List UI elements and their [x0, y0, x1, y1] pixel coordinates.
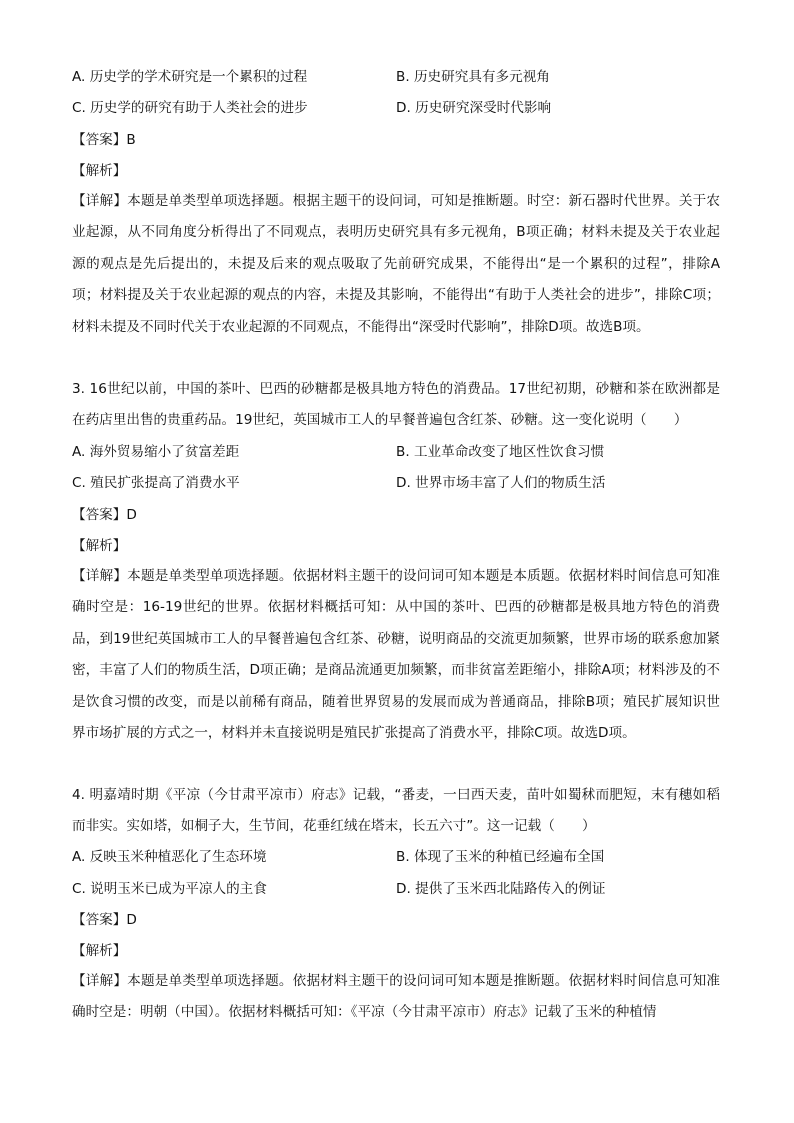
- question-4-answer: 【答案】D: [72, 912, 137, 928]
- question-3-stem: 3. 16世纪以前，中国的茶叶、巴西的砂糖都是极具地方特色的消费品。17世纪初期，砂糖和茶在欧洲都是在药店里出售的贵重药品。19世纪，英国城市工人的早餐普遍包含红茶、砂糖。这一变化说明（ ）: [72, 381, 720, 429]
- question-3-detail: 【详解】本题是单类型单项选择题。依据材料主题干的设问词可知本题是本质题。依据材料时间信息可知准确时空是：16-19世纪的世界。依据材料概括可知：从中国的茶叶、巴西的砂糖都是极具地方特色的消费品，到19世纪英国城市工人的早餐普遍包含红茶、砂糖，说明商品的交流更加频繁，世界市场的联系愈加紧密，丰富了人们的物质生活，D项正确；是商品流通更加频繁，而非贫富差距缩小，排除A项；材料涉及的不是饮食习惯的改变，而是以前稀有商品，随着世界贸易的发展而成为普通商品，排除B项；殖民扩展知识世界市场扩展的方式之一，材料并未直接说明是殖民扩张提高了消费水平，排除C项。故选D项。: [72, 568, 720, 742]
- question-4-option-d: D. 提供了玉米西北陆路传入的例证: [396, 881, 606, 897]
- question-3-option-d: D. 世界市场丰富了人们的物质生活: [396, 475, 606, 491]
- question-4-option-c: C. 说明玉米已成为平凉人的主食: [72, 881, 267, 897]
- question-4-analysis-label: 【解析】: [72, 943, 127, 959]
- detail-paragraph: 【详解】本题是单类型单项选择题。根据主题干的设问词，可知是推断题。时空：新石器时代世界。关于农业起源，从不同角度分析得出了不同观点，表明历史研究具有多元视角，B项正确；材料未提及关于农业起源的观点是先后提出的，未提及后来的观点吸取了先前研究成果，不能得出“是一个累积的过程”，排除A项；材料提及关于农业起源的观点的内容，未提及其影响，不能得出“有助于人类社会的进步”，排除C项；材料未提及不同时代关于农业起源的不同观点，不能得出“深受时代影响”，排除D项。故选B项。: [72, 193, 720, 335]
- option-b: B. 历史研究具有多元视角: [396, 69, 550, 85]
- question-4-option-a: A. 反映玉米种植恶化了生态环境: [72, 849, 267, 865]
- option-a: A. 历史学的学术研究是一个累积的过程: [72, 69, 308, 85]
- question-3-analysis-label: 【解析】: [72, 538, 127, 554]
- option-d: D. 历史研究深受时代影响: [396, 100, 552, 116]
- question-3-option-a: A. 海外贸易缩小了贫富差距: [72, 444, 240, 460]
- answer: 【答案】B: [72, 132, 136, 148]
- question-4-option-b: B. 体现了玉米的种植已经遍布全国: [396, 849, 605, 865]
- question-4-stem: 4. 明嘉靖时期《平凉（今甘肃平凉市）府志》记载，“番麦，一曰西天麦，苗叶如蜀秫而肥短，末有穗如稻而非实。实如塔，如桐子大，生节间，花垂红绒在塔末，长五六寸”。这一记载（ ）: [72, 787, 720, 835]
- question-3-option-b: B. 工业革命改变了地区性饮食习惯: [396, 444, 605, 460]
- analysis-label: 【解析】: [72, 163, 127, 179]
- question-3-option-c: C. 殖民扩张提高了消费水平: [72, 475, 240, 491]
- option-c: C. 历史学的研究有助于人类社会的进步: [72, 100, 308, 116]
- question-4-detail: 【详解】本题是单类型单项选择题。依据材料主题干的设问词可知本题是推断题。依据材料时间信息可知准确时空是：明朝（中国）。依据材料概括可知：《平凉（今甘肃平凉市）府志》记载了玉米的种植情: [72, 973, 720, 1021]
- question-3-answer: 【答案】D: [72, 507, 137, 523]
